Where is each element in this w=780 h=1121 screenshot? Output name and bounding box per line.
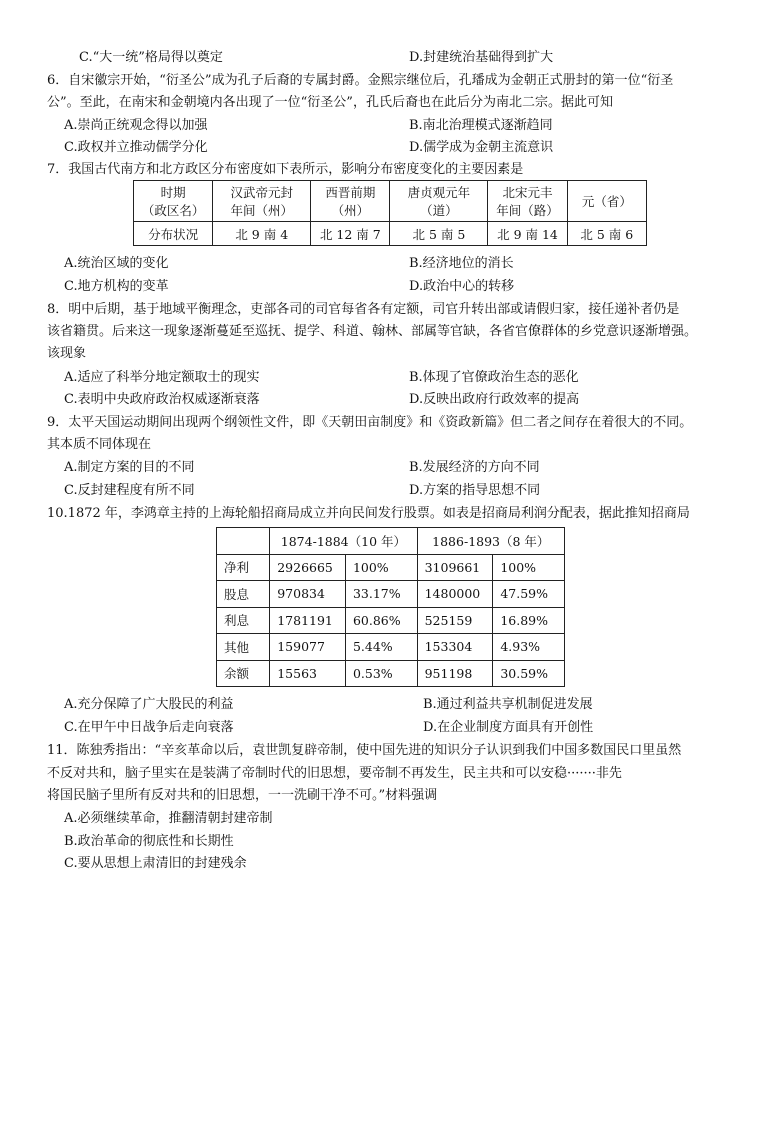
- q10-cell: 2926665: [270, 554, 346, 581]
- q6-option-d[interactable]: D.儒学成为金朝主流意识: [409, 140, 554, 155]
- q7-header-cell: 时期 （政区名）: [134, 181, 213, 222]
- q10-cell: 利息: [217, 607, 270, 634]
- q7-option-a[interactable]: A.统治区域的变化: [64, 256, 169, 271]
- q10-header-cell: [217, 528, 270, 555]
- q6-option-b[interactable]: B.南北治理模式逐渐趋同: [409, 118, 553, 133]
- q9-option-d[interactable]: D.方案的指导思想不同: [409, 483, 541, 498]
- q8-stem-line-3: 该现象: [47, 346, 87, 361]
- q10-cell: 其他: [217, 634, 270, 661]
- q10-cell: 33.17%: [345, 581, 417, 608]
- q5-option-c[interactable]: C.“大一统”格局得以奠定: [79, 50, 223, 65]
- q10-cell: 1781191: [270, 607, 346, 634]
- q11-option-b[interactable]: B.政治革命的彻底性和长期性: [64, 834, 234, 849]
- q6-option-a[interactable]: A.崇尚正统观念得以加强: [64, 118, 208, 133]
- q7-header-cell: 唐贞观元年 （道）: [390, 181, 488, 222]
- q7-header-cell: 汉武帝元封 年间（州）: [213, 181, 311, 222]
- q7-cell: 北 12 南 7: [311, 222, 390, 246]
- q8-stem-line-2: 该省籍贯。后来这一现象逐渐蔓延至巡抚、提学、科道、翰林、部属等官缺，各省官僚群体的乡党意识逐渐增强。: [47, 324, 698, 339]
- q10-cell: 47.59%: [493, 581, 565, 608]
- q10-stem: 10.1872 年，李鸿章主持的上海轮船招商局成立并向民间发行股票。如表是招商局利润分配表，据此推知招商局: [47, 506, 690, 521]
- q7-cell: 北 5 南 6: [567, 222, 646, 246]
- q7-header-cell: 元（省）: [567, 181, 646, 222]
- q10-cell: 525159: [417, 607, 493, 634]
- q9-stem-line-1: 9．太平天国运动期间出现两个纲领性文件，即《天朝田亩制度》和《资政新篇》但二者之间存在着很大的不同。: [47, 415, 693, 430]
- q10-cell: 1480000: [417, 581, 493, 608]
- q7-option-b[interactable]: B.经济地位的消长: [409, 256, 514, 271]
- q11-option-c[interactable]: C.要从思想上肃清旧的封建残余: [64, 856, 247, 871]
- q10-table-row: [217, 607, 565, 634]
- q8-option-d[interactable]: D.反映出政府行政效率的提高: [409, 392, 580, 407]
- q10-cell: 30.59%: [493, 660, 565, 687]
- q10-cell: 159077: [270, 634, 346, 661]
- q10-cell: 股息: [217, 581, 270, 608]
- q11-option-a[interactable]: A.必须继续革命，推翻清朝封建帝制: [64, 811, 273, 826]
- q11-stem-line-3: 将国民脑子里所有反对共和的旧思想，一一洗刷干净不可。”材料强调: [47, 788, 438, 803]
- q10-table-row: [217, 634, 565, 661]
- q7-header-cell: 西晋前期 （州）: [311, 181, 390, 222]
- q6-stem-line-1: 6．自宋徽宗开始，“衍圣公”成为孔子后裔的专属封爵。金熙宗继位后，孔璠成为金朝正式册封的第一位“衍圣: [47, 73, 674, 88]
- q7-option-d[interactable]: D.政治中心的转移: [409, 279, 515, 294]
- q8-option-b[interactable]: B.体现了官僚政治生态的恶化: [409, 370, 579, 385]
- q7-cell: 北 5 南 5: [390, 222, 488, 246]
- q7-header-cell: 北宋元丰 年间（路）: [488, 181, 567, 222]
- q10-cell: 60.86%: [345, 607, 417, 634]
- q7-table-header-row: [134, 181, 647, 222]
- q10-cell: 951198: [417, 660, 493, 687]
- q10-cell: 5.44%: [345, 634, 417, 661]
- q7-table-row: [134, 222, 647, 246]
- q8-option-c[interactable]: C.表明中央政府政治权威逐渐衰落: [64, 392, 260, 407]
- q5-option-d[interactable]: D.封建统治基础得到扩大: [409, 50, 554, 65]
- q10-table-row: [217, 581, 565, 608]
- q9-option-a[interactable]: A.制定方案的目的不同: [64, 460, 195, 475]
- q10-cell: 16.89%: [493, 607, 565, 634]
- q10-header-cell: 1886-1893（8 年）: [417, 528, 564, 555]
- q9-stem-line-2: 其本质不同体现在: [47, 437, 152, 452]
- q10-cell: 4.93%: [493, 634, 565, 661]
- q10-cell: 净利: [217, 554, 270, 581]
- q10-cell: 153304: [417, 634, 493, 661]
- q10-cell: 15563: [270, 660, 346, 687]
- q7-cell: 分布状况: [134, 222, 213, 246]
- q10-cell: 100%: [345, 554, 417, 581]
- q7-table: [133, 180, 647, 246]
- q9-option-c[interactable]: C.反封建程度有所不同: [64, 483, 195, 498]
- q6-stem-line-2: 公”。至此，在南宋和金朝境内各出现了一位“衍圣公”，孔氏后裔也在此后分为南北二宗。据此可知: [47, 95, 613, 110]
- q10-cell: 余额: [217, 660, 270, 687]
- q10-cell: 100%: [493, 554, 565, 581]
- q10-table-row: [217, 554, 565, 581]
- q10-option-d[interactable]: D.在企业制度方面具有开创性: [423, 720, 594, 735]
- q10-option-c[interactable]: C.在甲午中日战争后走向衰落: [64, 720, 234, 735]
- q10-option-a[interactable]: A.充分保障了广大股民的利益: [64, 697, 234, 712]
- q10-table: [216, 527, 565, 687]
- q10-table-header-row: [217, 528, 565, 555]
- q7-cell: 北 9 南 4: [213, 222, 311, 246]
- q7-cell: 北 9 南 14: [488, 222, 567, 246]
- q6-option-c[interactable]: C.政权并立推动儒学分化: [64, 140, 208, 155]
- q11-stem-line-1: 11．陈独秀指出：“辛亥革命以后，袁世凯复辟帝制，使中国先进的知识分子认识到我们中国多数国民口里虽然: [47, 743, 682, 758]
- q10-header-cell: 1874-1884（10 年）: [270, 528, 417, 555]
- q7-option-c[interactable]: C.地方机构的变革: [64, 279, 169, 294]
- q10-cell: 0.53%: [345, 660, 417, 687]
- q10-option-b[interactable]: B.通过利益共享机制促进发展: [423, 697, 593, 712]
- q9-option-b[interactable]: B.发展经济的方向不同: [409, 460, 540, 475]
- q8-option-a[interactable]: A.适应了科举分地定额取士的现实: [64, 370, 260, 385]
- q8-stem-line-1: 8．明中后期，基于地域平衡理念，吏部各司的司官每省各有定额，司官升转出部或请假归家，接任递补者仍是: [47, 302, 680, 317]
- q10-table-row: [217, 660, 565, 687]
- q10-cell: 3109661: [417, 554, 493, 581]
- q7-stem: 7．我国古代南方和北方政区分布密度如下表所示，影响分布密度变化的主要因素是: [47, 162, 524, 177]
- q10-cell: 970834: [270, 581, 346, 608]
- q11-stem-line-2: 不反对共和，脑子里实在是装满了帝制时代的旧思想，要帝制不再发生，民主共和可以安稳·······非先: [47, 766, 622, 781]
